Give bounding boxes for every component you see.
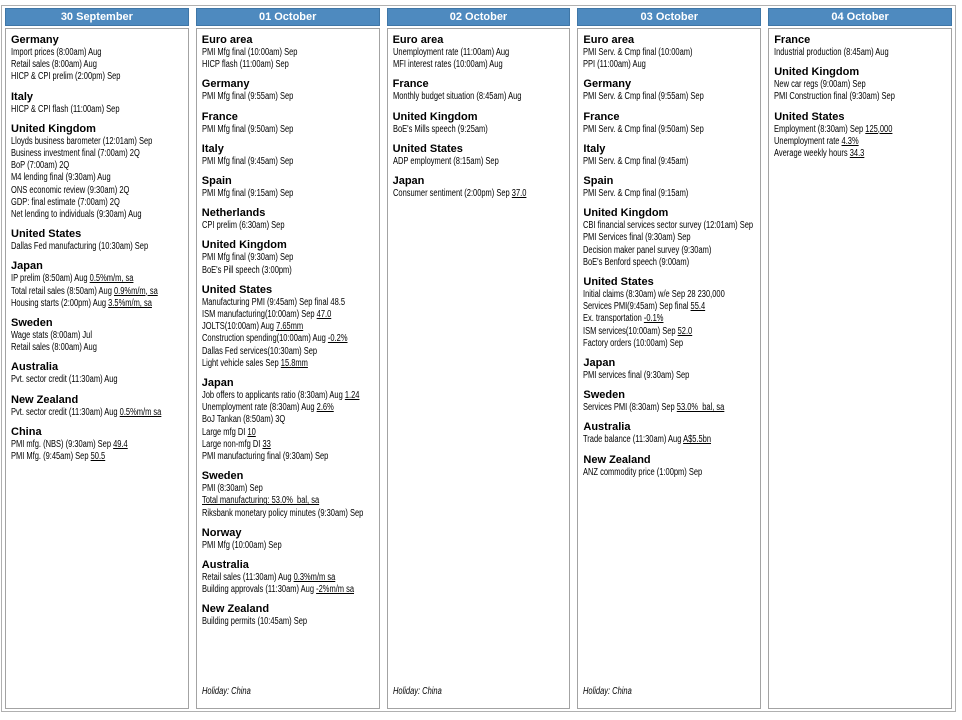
event-item <box>774 136 952 148</box>
event-value-underlined: -0.2% <box>327 333 348 345</box>
day-header: 30 September <box>5 8 189 26</box>
day-body <box>768 28 952 709</box>
event-value-underlined: 53.0% bal, sa <box>677 402 725 414</box>
event-text: PMI Serv. & Cmp final (9:50am) Sep <box>583 123 705 135</box>
event-text: Lloyds business barometer (12:01am) Sep <box>11 135 153 147</box>
country-section <box>202 277 375 370</box>
event-text: Factory orders (10:00am) Sep <box>583 337 684 349</box>
country-section <box>202 71 375 103</box>
event-item <box>583 47 761 59</box>
event-text: Unemployment rate <box>774 135 842 147</box>
event-text: Ex. transportation <box>583 313 645 325</box>
event-text: GDP: final estimate (7:00am) 2Q <box>11 196 120 208</box>
country-section <box>202 463 375 520</box>
event-text: Construction spending(10:00am) Aug <box>201 333 328 345</box>
event-value-underlined: 33 <box>262 438 271 450</box>
event-value-underlined: 50.5 <box>90 451 106 463</box>
country-label: Euro area <box>201 34 253 46</box>
country-label: Germany <box>201 78 250 91</box>
country-label: Netherlands <box>201 207 266 220</box>
event-item <box>583 220 761 232</box>
event-value-underlined: 1.24 <box>344 390 360 402</box>
country-section <box>583 71 756 103</box>
event-text: PMI Mfg final (9:55am) Sep <box>201 91 294 103</box>
country-label: Euro area <box>392 34 444 46</box>
country-label: Norway <box>201 526 242 539</box>
event-item <box>202 124 380 136</box>
event-text: PMI Mfg (10:00am) Sep <box>201 539 282 551</box>
event-item <box>774 47 952 59</box>
day-header: 01 October <box>196 8 380 26</box>
calendar-board <box>1 5 956 712</box>
event-text: IP prelim (8:50am) Aug <box>11 273 90 285</box>
event-item <box>202 402 380 414</box>
event-item <box>11 185 189 197</box>
country-label: New Zealand <box>11 393 79 406</box>
event-text: Business investment final (7:00am) 2Q <box>11 148 140 160</box>
event-text: PMI Construction final (9:30am) Sep <box>774 91 896 103</box>
country-section <box>11 221 184 253</box>
event-text: Decision maker panel survey (9:30am) <box>583 244 712 256</box>
event-item <box>202 188 380 200</box>
event-text: HICP & CPI prelim (2:00pm) Sep <box>11 71 121 83</box>
event-item <box>774 148 952 160</box>
event-text: PMI Serv. & Cmp final (9:15am) <box>583 188 689 200</box>
event-text: PMI Serv. & Cmp final (10:00am) <box>583 47 693 58</box>
country-label: United Kingdom <box>392 110 478 123</box>
event-text: Industrial production (8:45am) Aug <box>774 47 889 58</box>
event-text: Light vehicle sales Sep <box>201 357 281 369</box>
event-value-underlined: 10 <box>247 426 256 438</box>
event-text: Retail sales (8:00am) Aug <box>11 342 97 354</box>
event-item <box>11 47 189 59</box>
country-section <box>202 520 375 552</box>
country-section <box>774 104 947 161</box>
day-body <box>5 28 189 709</box>
event-text: PMI Serv. & Cmp final (9:55am) Sep <box>583 91 705 103</box>
event-item <box>393 156 571 168</box>
country-section <box>583 269 756 350</box>
country-section <box>583 382 756 414</box>
event-item <box>202 495 380 507</box>
country-section <box>583 447 756 479</box>
country-label: Sweden <box>583 389 625 402</box>
event-text: Retail sales (8:00am) Aug <box>11 59 97 71</box>
country-label: Japan <box>11 260 43 273</box>
event-item <box>774 91 952 103</box>
event-item <box>11 407 189 419</box>
country-label: United States <box>11 228 82 241</box>
country-section <box>11 84 184 116</box>
event-item <box>583 402 761 414</box>
event-text: Wage stats (8:00am) Jul <box>11 330 93 342</box>
event-text: Unemployment rate (11:00am) Aug <box>392 47 509 58</box>
event-text: Unemployment rate (8:30am) Aug <box>201 402 317 414</box>
event-item <box>583 91 761 103</box>
event-item <box>583 232 761 244</box>
event-item <box>583 188 761 200</box>
event-value-underlined: 0.9%m/m, sa <box>113 285 158 297</box>
day-column <box>577 8 761 709</box>
event-item <box>202 439 380 451</box>
event-text: Monthly budget situation (8:45am) Aug <box>392 91 522 103</box>
event-item <box>11 148 189 160</box>
country-label: Japan <box>392 175 425 188</box>
country-label: France <box>583 110 620 123</box>
event-item <box>202 483 380 495</box>
country-section <box>11 33 184 84</box>
event-item <box>583 156 761 168</box>
event-text: ISM services(10:00am) Sep <box>583 325 679 337</box>
holiday-note: Holiday: China <box>392 686 442 697</box>
event-item <box>774 79 952 91</box>
country-label: France <box>774 34 811 46</box>
event-text: PMI services final (9:30am) Sep <box>583 370 690 382</box>
event-item <box>202 220 380 232</box>
event-value-underlined: 7.65mm <box>275 321 303 333</box>
event-item <box>11 374 189 386</box>
event-text: Average weekly hours <box>774 148 850 160</box>
event-item <box>393 59 571 71</box>
country-section <box>583 350 756 382</box>
event-text: BoP (7:00am) 2Q <box>11 160 70 172</box>
event-item <box>393 124 571 136</box>
event-item <box>202 309 380 321</box>
event-item <box>11 104 189 116</box>
day-header: 03 October <box>577 8 761 26</box>
country-section <box>583 136 756 168</box>
country-label: United States <box>392 142 463 155</box>
event-item <box>202 414 380 426</box>
country-label: Australia <box>201 559 249 572</box>
event-item <box>583 289 761 301</box>
event-text: BoE's Pill speech (3:00pm) <box>201 264 292 276</box>
country-label: Italy <box>201 142 224 155</box>
event-text: Job offers to applicants ratio (8:30am) Aug <box>201 390 345 402</box>
event-text: ADP employment (8:15am) Sep <box>392 155 499 167</box>
country-label: United Kingdom <box>201 239 287 252</box>
event-value-underlined: 125,000 <box>865 123 893 135</box>
event-item <box>11 59 189 71</box>
event-text: Riksbank monetary policy minutes (9:30am) Sep <box>201 507 364 519</box>
event-item <box>202 616 380 628</box>
country-section <box>202 552 375 596</box>
day-body <box>196 28 380 709</box>
country-label: United States <box>774 110 845 123</box>
country-section <box>393 168 566 200</box>
event-item <box>583 245 761 257</box>
country-section <box>202 232 375 276</box>
event-value-underlined: 37.0 <box>511 188 526 200</box>
country-label: Germany <box>11 34 59 46</box>
day-column <box>387 8 571 709</box>
event-item <box>202 321 380 333</box>
country-label: Euro area <box>583 34 635 46</box>
event-item <box>583 124 761 136</box>
country-label: Italy <box>11 90 34 103</box>
event-text: PPI (11:00am) Aug <box>583 59 647 71</box>
country-label: Australia <box>11 361 59 374</box>
country-label: France <box>392 78 429 91</box>
event-item <box>583 326 761 338</box>
country-section <box>202 168 375 200</box>
country-label: United Kingdom <box>11 122 96 135</box>
day-header: 04 October <box>768 8 952 26</box>
event-text: BoE's Mills speech (9:25am) <box>392 123 488 135</box>
event-text: Large mfg DI <box>201 426 248 438</box>
country-label: New Zealand <box>201 603 270 616</box>
event-text: BoJ Tankan (8:50am) 3Q <box>201 414 286 426</box>
event-text: HICP & CPI flash (11:00am) Sep <box>11 103 120 115</box>
event-text: Services PMI (8:30am) Sep <box>583 402 678 414</box>
day-column <box>768 8 952 709</box>
country-section <box>774 59 947 103</box>
country-section <box>583 200 756 269</box>
event-value-underlined: 52.0 <box>678 325 693 337</box>
event-item <box>11 342 189 354</box>
event-item <box>774 124 952 136</box>
event-item <box>11 209 189 221</box>
event-item <box>11 439 189 451</box>
event-text: JOLTS(10:00am) Aug <box>201 321 276 333</box>
event-text: ONS economic review (9:30am) 2Q <box>11 184 130 196</box>
event-text: PMI Mfg final (9:15am) Sep <box>201 188 294 200</box>
event-text: Trade balance (11:30am) Aug <box>583 434 684 446</box>
country-section <box>11 354 184 386</box>
country-label: Spain <box>583 175 614 188</box>
event-text: Pvt. sector credit (11:30am) Aug <box>11 406 120 418</box>
holiday-note: Holiday: China <box>201 686 251 697</box>
event-value-underlined: -0.1% <box>644 313 664 325</box>
event-text: PMI Mfg final (9:50am) Sep <box>201 123 294 135</box>
country-section <box>11 310 184 354</box>
event-item <box>202 540 380 552</box>
country-section <box>202 200 375 232</box>
country-label: Spain <box>201 175 232 188</box>
event-item <box>202 584 380 596</box>
event-value-underlined: A$5.5bn <box>683 434 712 446</box>
event-text: Consumer sentiment (2:00pm) Sep <box>392 188 512 200</box>
country-label: United States <box>583 276 654 289</box>
event-value-underlined: 15.8mm <box>280 357 308 369</box>
event-text: CBI financial services sector survey (12:01am) Sep <box>583 220 754 232</box>
event-value-underlined: 55.4 <box>690 301 706 313</box>
event-value-underlined: 47.0 <box>316 309 332 321</box>
country-label: United Kingdom <box>583 207 669 220</box>
event-item <box>202 508 380 520</box>
country-section <box>774 33 947 59</box>
event-value-underlined: 49.4 <box>113 438 128 450</box>
event-item <box>583 301 761 313</box>
event-text: Initial claims (8:30am) w/e Sep 28 230,000 <box>583 289 726 301</box>
event-item <box>202 451 380 463</box>
event-value-underlined: 34.3 <box>849 148 865 160</box>
event-text: M4 lending final (9:30am) Aug <box>11 172 111 184</box>
country-label: Germany <box>583 78 632 91</box>
event-item <box>202 358 380 370</box>
event-text: PMI (8:30am) Sep <box>201 483 263 495</box>
country-section <box>583 104 756 136</box>
country-section <box>583 168 756 200</box>
event-item <box>202 156 380 168</box>
country-section <box>11 116 184 221</box>
country-label: Sweden <box>11 317 53 330</box>
event-item <box>202 427 380 439</box>
country-section <box>583 414 756 446</box>
event-text: ANZ commodity price (1:00pm) Sep <box>583 466 703 478</box>
country-label: New Zealand <box>583 453 651 466</box>
country-label: Sweden <box>201 470 244 483</box>
event-item <box>202 390 380 402</box>
country-section <box>393 33 566 71</box>
event-item <box>11 136 189 148</box>
event-text: PMI Serv. & Cmp final (9:45am) <box>583 155 689 167</box>
event-item <box>202 572 380 584</box>
event-item <box>202 47 380 59</box>
event-text: PMI manufacturing final (9:30am) Sep <box>201 451 329 463</box>
country-section <box>11 387 184 419</box>
event-text: PMI Mfg final (9:45am) Sep <box>201 155 294 167</box>
country-section <box>11 419 184 463</box>
event-text: PMI Mfg final (9:30am) Sep <box>201 252 294 264</box>
event-item <box>11 241 189 253</box>
event-text: Import prices (8:00am) Aug <box>11 47 102 58</box>
day-header: 02 October <box>387 8 571 26</box>
event-text: BoE's Benford speech (9:00am) <box>583 256 690 268</box>
country-label: Australia <box>583 421 631 434</box>
event-text: Retail sales (11:30am) Aug <box>201 572 294 584</box>
event-value-underlined: 4.3% <box>841 135 859 147</box>
event-item <box>202 333 380 345</box>
event-text: Total retail sales (8:50am) Aug <box>11 285 114 297</box>
event-text: Dallas Fed services(10:30am) Sep <box>201 345 317 357</box>
event-item <box>583 313 761 325</box>
event-item <box>202 91 380 103</box>
country-label: France <box>201 110 238 123</box>
day-body <box>577 28 761 709</box>
event-text: MFI interest rates (10:00am) Aug <box>392 59 503 71</box>
event-item <box>583 467 761 479</box>
country-section <box>393 104 566 136</box>
event-text: Net lending to individuals (9:30am) Aug <box>11 209 142 221</box>
event-item <box>11 273 189 285</box>
event-text: PMI mfg. (NBS) (9:30am) Sep <box>11 438 114 450</box>
event-item <box>11 197 189 209</box>
event-text: Building approvals (11:30am) Aug <box>201 584 316 596</box>
country-section <box>393 71 566 103</box>
event-text: PMI Mfg final (10:00am) Sep <box>201 47 298 58</box>
event-item <box>202 346 380 358</box>
event-item <box>11 71 189 83</box>
event-item <box>11 286 189 298</box>
event-text: CPI prelim (6:30am) Sep <box>201 220 285 232</box>
event-item <box>11 330 189 342</box>
event-item <box>202 297 380 309</box>
event-item <box>11 160 189 172</box>
event-text: Building permits (10:45am) Sep <box>201 616 307 628</box>
country-label: United States <box>201 283 273 296</box>
country-section <box>11 253 184 310</box>
country-section <box>202 104 375 136</box>
event-item <box>11 451 189 463</box>
country-section <box>583 33 756 71</box>
event-value-underlined: Total manufacturing: 53.0% bal, sa <box>201 495 319 507</box>
event-text: Pvt. sector credit (11:30am) Aug <box>11 374 118 386</box>
holiday-note: Holiday: China <box>583 686 633 697</box>
event-value-underlined: 3.5%m/m, sa <box>108 297 152 309</box>
country-section <box>202 596 375 628</box>
event-text: PMI Services final (9:30am) Sep <box>583 232 691 244</box>
event-item <box>583 257 761 269</box>
country-label: Japan <box>201 377 234 390</box>
day-column <box>196 8 380 709</box>
country-section <box>393 136 566 168</box>
event-item <box>202 59 380 71</box>
event-item <box>583 338 761 350</box>
event-text: HICP flash (11:00am) Sep <box>201 59 289 71</box>
event-item <box>393 47 571 59</box>
event-value-underlined: 0.3%m/m sa <box>293 572 336 584</box>
event-text: New car regs (9:00am) Sep <box>774 79 866 91</box>
event-value-underlined: 0.5%m/m, sa <box>89 273 134 285</box>
event-item <box>11 298 189 310</box>
day-body <box>387 28 571 709</box>
day-column <box>5 8 189 709</box>
event-item <box>202 252 380 264</box>
event-value-underlined: 2.6% <box>316 402 334 414</box>
country-section <box>202 136 375 168</box>
event-text: Large non-mfg DI <box>201 438 263 450</box>
event-item <box>583 59 761 71</box>
event-item <box>583 370 761 382</box>
event-text: Services PMI(9:45am) Sep final <box>583 301 691 313</box>
event-item <box>202 265 380 277</box>
event-text: ISM manufacturing(10:00am) Sep <box>201 309 317 321</box>
country-label: Japan <box>583 357 616 370</box>
country-label: United Kingdom <box>774 66 860 79</box>
event-item <box>583 434 761 446</box>
country-section <box>202 370 375 463</box>
country-label: China <box>11 425 42 438</box>
event-item <box>393 91 571 103</box>
country-section <box>202 33 375 71</box>
event-text: Employment (8:30am) Sep <box>774 123 866 135</box>
event-value-underlined: 0.5%m/m sa <box>119 406 162 418</box>
event-text: PMI Mfg. (9:45am) Sep <box>11 451 91 463</box>
country-label: Italy <box>583 142 606 155</box>
event-item <box>11 172 189 184</box>
event-text: Dallas Fed manufacturing (10:30am) Sep <box>11 241 149 253</box>
event-value-underlined: -2%m/m sa <box>315 584 354 596</box>
event-text: Housing starts (2:00pm) Aug <box>11 297 109 309</box>
event-item <box>393 188 571 200</box>
event-text: Manufacturing PMI (9:45am) Sep final 48.5 <box>201 296 345 308</box>
